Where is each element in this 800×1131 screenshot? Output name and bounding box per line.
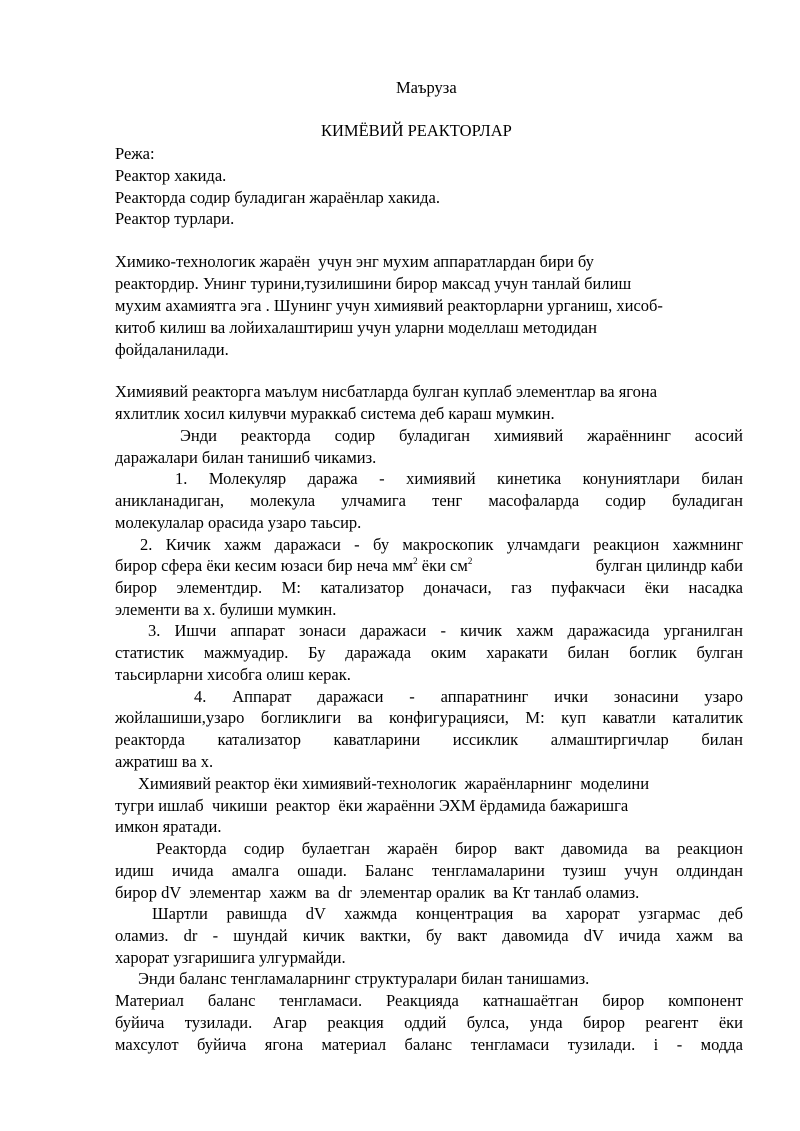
text-line: реакторда катализатор каватларини иссиклик алмаштиргичлар билан [115,730,743,749]
lecture-label: Маъруза [396,78,457,97]
text-line: Химиявий реакторга маълум нисбатларда булган куплаб элементлар ва ягона [115,382,658,401]
text-line: имкон яратади. [115,817,222,836]
text-line: Химико-технологик жараён учун энг мухим аппаратлардан бири бу [115,252,594,271]
text-line: мухим ахамиятга эга . Шунинг учун химиявий реакторларни урганиш, хисоб- [115,296,663,315]
plan-item: Реакторда содир буладиган жараёнлар хакида. [115,188,440,207]
text-line: жойлашиши,узаро богликлиги ва конфигурацияси, М: куп каватли каталитик [115,708,743,727]
text-line: 2. Кичик хажм даражаси - бу макроскопик улчамдаги реакцион хажмнинг [140,535,743,554]
plan-item: Реактор турлари. [115,209,235,228]
text-line: Реакторда содир булаетган жараён бирор вакт давомида ва реакцион [156,839,743,858]
text-line: таьсирларни хисобга олиш керак. [115,665,351,684]
text-line: харорат узгаришига улгурмайди. [115,948,346,967]
text-line: бирор dV элементар хажм ва dr элементар оралик ва Кт танлаб оламиз. [115,883,640,902]
text-line: Химиявий реактор ёки химиявий-технологик жараёнларнинг моделини [138,774,650,793]
plan-item: Реактор хакида. [115,166,227,185]
text-line: ажратиш ва х. [115,752,214,771]
text-line: Энди реакторда содир буладиган химиявий жараённинг асосий [180,426,743,445]
text-line: буйича тузилади. Агар реакция оддий булса, унда бирор реагент ёки [115,1013,743,1032]
text-line: реактордир. Унинг турини,тузилишини бирор максад учун танлай билиш [115,274,632,293]
text-fragment: булган цилиндр каби [591,556,743,575]
text-line: фойдаланилади. [115,340,229,359]
text-line: идиш ичида амалга ошади. Баланс тенгламаларини тузиш учун олдиндан [115,861,743,880]
text-line: тугри ишлаб чикиши реактор ёки жараённи ЭХМ ёрдамида бажаришга [115,796,629,815]
text-line [115,555,743,577]
text-line: даражалари билан танишиб чикамиз. [115,448,377,467]
plan-heading: Режа: [115,144,155,163]
text-line: Энди баланс тенгламаларнинг структуралари билан танишамиз. [138,969,590,988]
text-line: Шартли равишда dV хажмда концентрация ва харорат узгармас деб [152,904,743,923]
text-line: махсулот буйича ягона материал баланс тенгламаси тузилади. i - модда [115,1035,743,1054]
superscript: 2 [467,556,473,566]
text-line: Материал баланс тенгламаси. Реакцияда катнашаётган бирор компонент [115,991,743,1010]
text-fragment: бирор сфера ёки кесим юзаси бир неча $мм^2$ ёки $см^2$ [115,556,473,575]
text-line: 3. Ишчи аппарат зонаси даражаси - кичик хажм даражасида урганилган [148,621,743,640]
text-line: 1. Молекуляр даража - химиявий кинетика конуниятлари билан [175,469,743,488]
superscript: 2 [413,556,418,566]
text-line: статистик мажмуадир. Бу даражада оким харакати билан боглик булган [115,643,743,662]
text-line: 4. Аппарат даражаси - аппаратнинг ички зонасини узаро [194,687,743,706]
document-title: КИМЁВИЙ РЕАКТОРЛАР [321,121,512,140]
text-line: китоб килиш ва лойихалаштириш учун уларни моделлаш методидан [115,318,597,337]
text-line: бирор элементдир. М: катализатор доначаси, газ пуфакчаси ёки насадка [115,578,743,597]
text-line: яхлитлик хосил килувчи мураккаб система деб караш мумкин. [115,404,555,423]
text-line: аникланадиган, молекула улчамига тенг масофаларда содир буладиган [115,491,743,510]
text-line: молекулалар орасида узаро таьсир. [115,513,362,532]
text-line: оламиз. dr - шундай кичик вактки, бу вакт давомида dV ичида хажм ва [115,926,743,945]
text-line: элементи ва х. булиши мумкин. [115,600,337,619]
